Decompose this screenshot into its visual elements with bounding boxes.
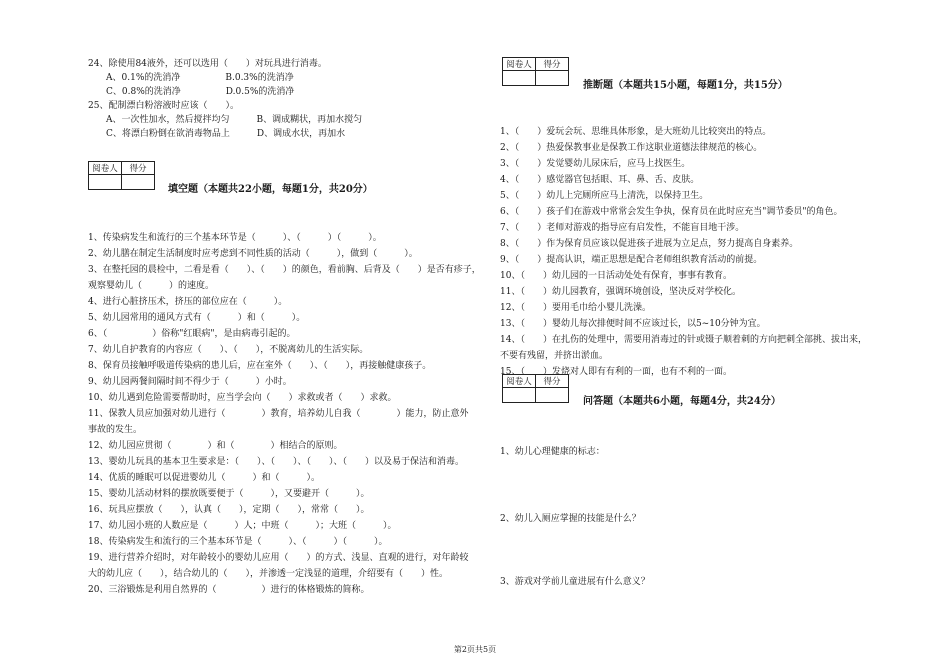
text-line: 事故的发生。 (88, 425, 143, 435)
grader-table-qa (502, 374, 569, 403)
section-title-judgement: 推断题（本题共15小题，每题1分，共15分） (583, 80, 788, 91)
qa-item-2: 2、幼儿入厕应掌握的技能是什么？ (500, 514, 641, 524)
grader-table-fill (88, 161, 155, 190)
text-line: 7、幼儿自护教育的内容应（ ）、（ ），不脱离幼儿的生活实际。 (88, 345, 369, 355)
score-label: 得分 (536, 58, 569, 71)
text-line: 1、（ ）爱玩会玩、思维具体形象，是大班幼儿比较突出的特点。 (500, 127, 772, 137)
text-line: 8、保育员接触呼吸道传染病的患儿后，应在室外（ ）、（ ），再接触健康孩子。 (88, 361, 432, 371)
text-line: 15、（ ）发烧对人即有有利的一面，也有不利的一面。 (500, 367, 732, 377)
text-line: 9、（ ）提高认识，端正思想是配合老师组织教育活动的前提。 (500, 255, 763, 265)
reviewer-cell (503, 388, 536, 403)
question-25: 25、配制漂白粉溶液时应该（ ）。 (88, 101, 239, 111)
text-line: 11、（ ）幼儿园教育，强调环境创设，坚决反对学校化。 (500, 287, 741, 297)
text-line: 16、玩具应摆放（ ），认真（ ），定期（ ），常常（ ）。 (88, 505, 370, 515)
question-25-options-ab: A、一次性加水，然后搅拌均匀 B、调成糊状，再加水搅匀 (106, 115, 363, 125)
text-line: 大的幼儿应（ ），结合幼儿的（ ），并渗透一定浅显的道理，介绍要有（ ）性。 (88, 569, 449, 579)
text-line: 18、传染病发生和流行的三个基本环节是（ ）、（ ）（ ）。 (88, 537, 388, 547)
reviewer-label: 阅卷人 (503, 58, 536, 71)
score-cell (536, 388, 569, 403)
score-label: 得分 (536, 375, 569, 388)
text-line: 10、（ ）幼儿园的一日活动处处有保育，事事有教育。 (500, 271, 732, 281)
text-line: 5、（ ）幼儿上完厕所应马上清洗，以保持卫生。 (500, 191, 709, 201)
text-line: 13、（ ）婴幼儿每次排便时间不应该过长，以5~10分钟为宜。 (500, 319, 766, 329)
text-line: 12、幼儿园应贯彻（ ）和（ ）相结合的原则。 (88, 441, 343, 451)
question-25-options-cd: C、将漂白粉倒在欲消毒物品上 D、调成水状，再加水 (106, 129, 346, 139)
question-24-options-cd: C、0.8%的洗消净 D.0.5%的洗消净 (106, 87, 295, 97)
grader-table-judge (502, 57, 569, 86)
question-24-options-ab: A、0.1%的洗消净 B.0.3%的洗消净 (106, 73, 294, 83)
text-line: 4、进行心脏挤压术，挤压的部位应在（ ）。 (88, 297, 288, 307)
text-line: 19、进行营养介绍时，对年龄较小的婴幼儿应用（ ）的方式、浅显、直观的进行，对年龄较 (88, 553, 469, 563)
reviewer-label: 阅卷人 (503, 375, 536, 388)
text-line: 8、（ ）作为保育员应该以促进孩子进展为立足点，努力提高自身素养。 (500, 239, 799, 249)
qa-item-1: 1、幼儿心理健康的标志： (500, 447, 605, 457)
score-cell (122, 175, 155, 190)
reviewer-cell (89, 175, 122, 190)
text-line: 2、幼儿膳在制定生活制度时应考虑到不同性质的活动（ ），做到（ ）。 (88, 249, 418, 259)
text-line: 10、幼儿遇到危险需要帮助时，应当学会向（ ）求救或者（ ）求救。 (88, 393, 397, 403)
section-title-fill-blank: 填空题（本题共22小题，每题1分，共20分） (168, 184, 373, 195)
text-line: 7、（ ）老师对游戏的指导应有启发性，不能盲目地干涉。 (500, 223, 745, 233)
text-line: 14、（ ）在扎伤的处理中，需要用消毒过的针或镊子顺着刺的方向把刺全部挑、拔出来， (500, 335, 867, 345)
text-line: 14、优质的睡眠可以促进婴幼儿（ ）和（ ）。 (88, 473, 320, 483)
text-line: 3、在整托园的晨检中，二看是看（ ）、（ ）的颜色，看前胸、后背及（ ）是否有疹子， (88, 265, 481, 275)
score-label: 得分 (122, 162, 155, 175)
text-line: 20、三浴锻炼是利用自然界的（ ）进行的体格锻炼的简称。 (88, 585, 370, 595)
question-24: 24、除使用84液外，还可以选用（ ）对玩具进行消毒。 (88, 59, 327, 69)
text-line: 13、婴幼儿玩具的基本卫生要求是：（ ）、（ ）、（ ）、（ ）以及易于保洁和消毒。 (88, 457, 464, 467)
text-line: 9、幼儿园两餐间隔时间不得少于（ ）小时。 (88, 377, 292, 387)
text-line: 4、（ ）感觉器官包括眼、耳、鼻、舌、皮肤。 (500, 175, 700, 185)
text-line: 6、（ ）孩子们在游戏中常常会发生争执，保育员在此时应充当"调节委员"的角色。 (500, 207, 843, 217)
text-line: 观察婴幼儿（ ）的速度。 (88, 281, 215, 291)
text-line: 2、（ ）热爱保教事业是保教工作这职业道德法律规范的核心。 (500, 143, 763, 153)
reviewer-label: 阅卷人 (89, 162, 122, 175)
text-line: 11、保教人员应加强对幼儿进行（ ）教育，培养幼儿自我（ ）能力，防止意外 (88, 409, 469, 419)
page-footer: 第2页共5页 (453, 645, 497, 654)
text-line: 12、（ ）要用毛巾给小婴儿洗澡。 (500, 303, 651, 313)
reviewer-cell (503, 71, 536, 86)
score-cell (536, 71, 569, 86)
section-title-qa: 问答题（本题共6小题，每题4分，共24分） (583, 396, 781, 407)
text-line: 5、幼儿园常用的通风方式有（ ）和（ ）。 (88, 313, 306, 323)
text-line: 1、传染病发生和流行的三个基本环节是（ ）、（ ）（ ）。 (88, 233, 382, 243)
qa-item-3: 3、游戏对学前儿童进展有什么意义？ (500, 577, 650, 587)
text-line: 不要有残留，并挤出淤血。 (500, 351, 609, 361)
text-line: 3、（ ）发觉婴幼儿尿床后，应马上找医生。 (500, 159, 691, 169)
text-line: 15、婴幼儿活动材料的摆放既要便于（ ），又要避开（ ）。 (88, 489, 370, 499)
text-line: 17、幼儿园小班的人数应是（ ）人；中班（ ）；大班（ ）。 (88, 521, 397, 531)
text-line: 6、（ ）俗称"红眼病"，是由病毒引起的。 (88, 329, 296, 339)
